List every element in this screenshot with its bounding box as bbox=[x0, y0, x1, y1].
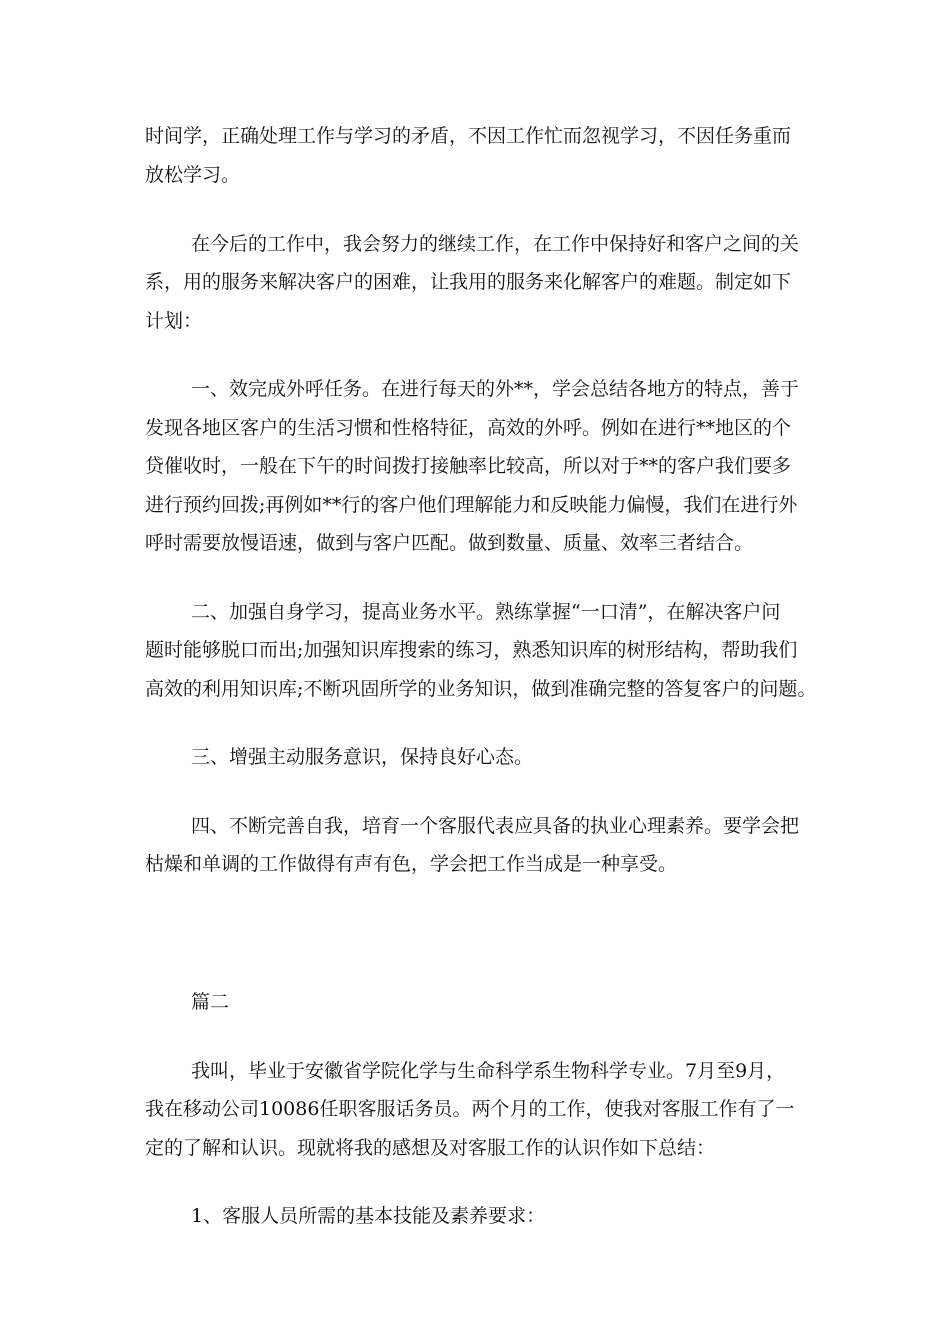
text-line: 时间学，正确处理工作与学习的矛盾，不因工作忙而忽视学习，不因任务重而 bbox=[145, 125, 792, 147]
text-line: 定的了解和认识。现就将我的感想及对客服工作的认识作如下总结： bbox=[145, 1137, 716, 1159]
numbered-item-1: 1、客服人员所需的基本技能及素养要求： bbox=[191, 1205, 546, 1227]
text-line: 系，用的服务来解决客户的困难，让我用的服务来化解客户的难题。制定如下 bbox=[145, 271, 792, 293]
text-line: 题时能够脱口而出;加强知识库搜索的练习，熟悉知识库的树形结构，帮助我们 bbox=[145, 639, 798, 661]
list-item-4-first-line: 四、不断完善自我，培育一个客服代表应具备的执业心理素养。要学会把 bbox=[191, 815, 800, 837]
text-line: 呼时需要放慢语速，做到与客户匹配。做到数量、质量、效率三者结合。 bbox=[145, 532, 754, 554]
text-line: 枯燥和单调的工作做得有声有色，学会把工作当成是一种享受。 bbox=[145, 853, 678, 875]
text-line: 贷催收时，一般在下午的时间拨打接触率比较高，所以对于**的客户我们要多 bbox=[145, 455, 792, 477]
text-line: 放松学习。 bbox=[145, 164, 241, 186]
text-line: 计划： bbox=[145, 310, 203, 332]
list-item-1-first-line: 一、效完成外呼任务。在进行每天的外**，学会总结各地方的特点，善于 bbox=[191, 378, 800, 400]
list-item-2-first-line: 二、加强自身学习，提高业务水平。熟练掌握“一口清”，在解决客户问 bbox=[191, 601, 781, 623]
paragraph-first-line: 我叫，毕业于安徽省学院化学与生命科学系生物科学专业。7月至9月， bbox=[191, 1060, 786, 1082]
text-line: 我在移动公司10086任职客服话务员。两个月的工作，使我对客服工作有了一 bbox=[145, 1098, 795, 1120]
text-line: 发现各地区客户的生活习惯和性格特征，高效的外呼。例如在进行**地区的个 bbox=[145, 417, 792, 439]
section-heading: 篇二 bbox=[191, 991, 230, 1013]
list-item-3: 三、增强主动服务意识，保持良好心态。 bbox=[191, 746, 534, 768]
text-line: 高效的利用知识库;不断巩固所学的业务知识，做到准确完整的答复客户的问题。 bbox=[145, 678, 817, 700]
text-line: 进行预约回拨;再例如**行的客户他们理解能力和反映能力偏慢，我们在进行外 bbox=[145, 494, 798, 516]
paragraph-first-line: 在今后的工作中，我会努力的继续工作，在工作中保持好和客户之间的关 bbox=[191, 233, 800, 255]
